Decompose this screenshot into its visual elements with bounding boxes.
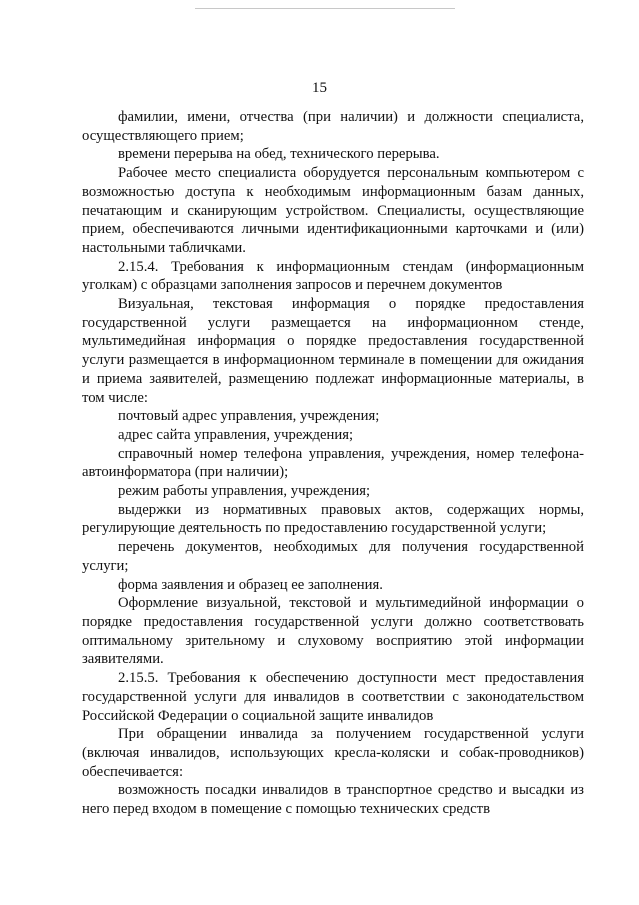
list-item: выдержки из нормативных правовых актов, содержащих нормы, регулирующие деятельность по предоставлению государственной услуги; [82, 501, 584, 537]
list-item: режим работы управления, учреждения; [118, 483, 371, 500]
list-item: возможность посадки инвалидов в транспортное средство и высадки из него перед входом в помещение с помощью технических средств [82, 782, 584, 818]
scan-artifact-line [195, 8, 455, 9]
page-number: 15 [312, 80, 327, 96]
list-item: адрес сайта управления, учреждения; [118, 426, 354, 443]
paragraph: фамилии, имени, отчества (при наличии) и должности специалиста, осуществляющего прием; [82, 109, 584, 144]
section-heading-2-15-5: 2.15.5. Требования к обеспечению доступности мест предоставления государственной услуги для инвалидов в соответствии с законодательством Российской Федерации о социальной защите инвалидов [82, 670, 584, 724]
paragraph: Оформление визуальной, текстовой и мультимедийной информации о порядке предоставления государственной услуги должно соответствовать оптимальному зрительному и слуховому восприятию этой информации заявителями. [82, 595, 584, 668]
list-item: перечень документов, необходимых для получения государственной услуги; [82, 539, 584, 574]
list-item: справочный номер телефона управления, учреждения, номер телефона-автоинформатора (при наличии); [82, 445, 584, 481]
paragraph: Визуальная, текстовая информация о порядке предоставления государственной услуги размещается на информационном стенде, мультимедийная информация о порядке предоставления государственной услуги размещается в информационном терминале в помещении для ожидания и приема заявителей, размещению подлежат информационные материалы, в том числе: [82, 296, 584, 406]
paragraph: Рабочее место специалиста оборудуется персональным компьютером с возможностью доступа к необходимым информационным базам данных, печатающим и сканирующим устройством. Специалисты, осуществляющие прием, обеспечиваются личными идентификационными карточками и (или) настольными табличками. [82, 165, 584, 256]
paragraph: При обращении инвалида за получением государственной услуги (включая инвалидов, использующих кресла-коляски и собак-проводников) обеспечивается: [82, 726, 584, 780]
list-item: форма заявления и образец ее заполнения. [118, 576, 383, 593]
paragraph: времени перерыва на обед, технического перерыва. [118, 146, 440, 163]
document-body [82, 108, 584, 819]
section-heading-2-15-4: 2.15.4. Требования к информационным стендам (информационным уголкам) с образцами заполнения запросов и перечнем документов [82, 258, 584, 294]
list-item: почтовый адрес управления, учреждения; [118, 408, 380, 425]
